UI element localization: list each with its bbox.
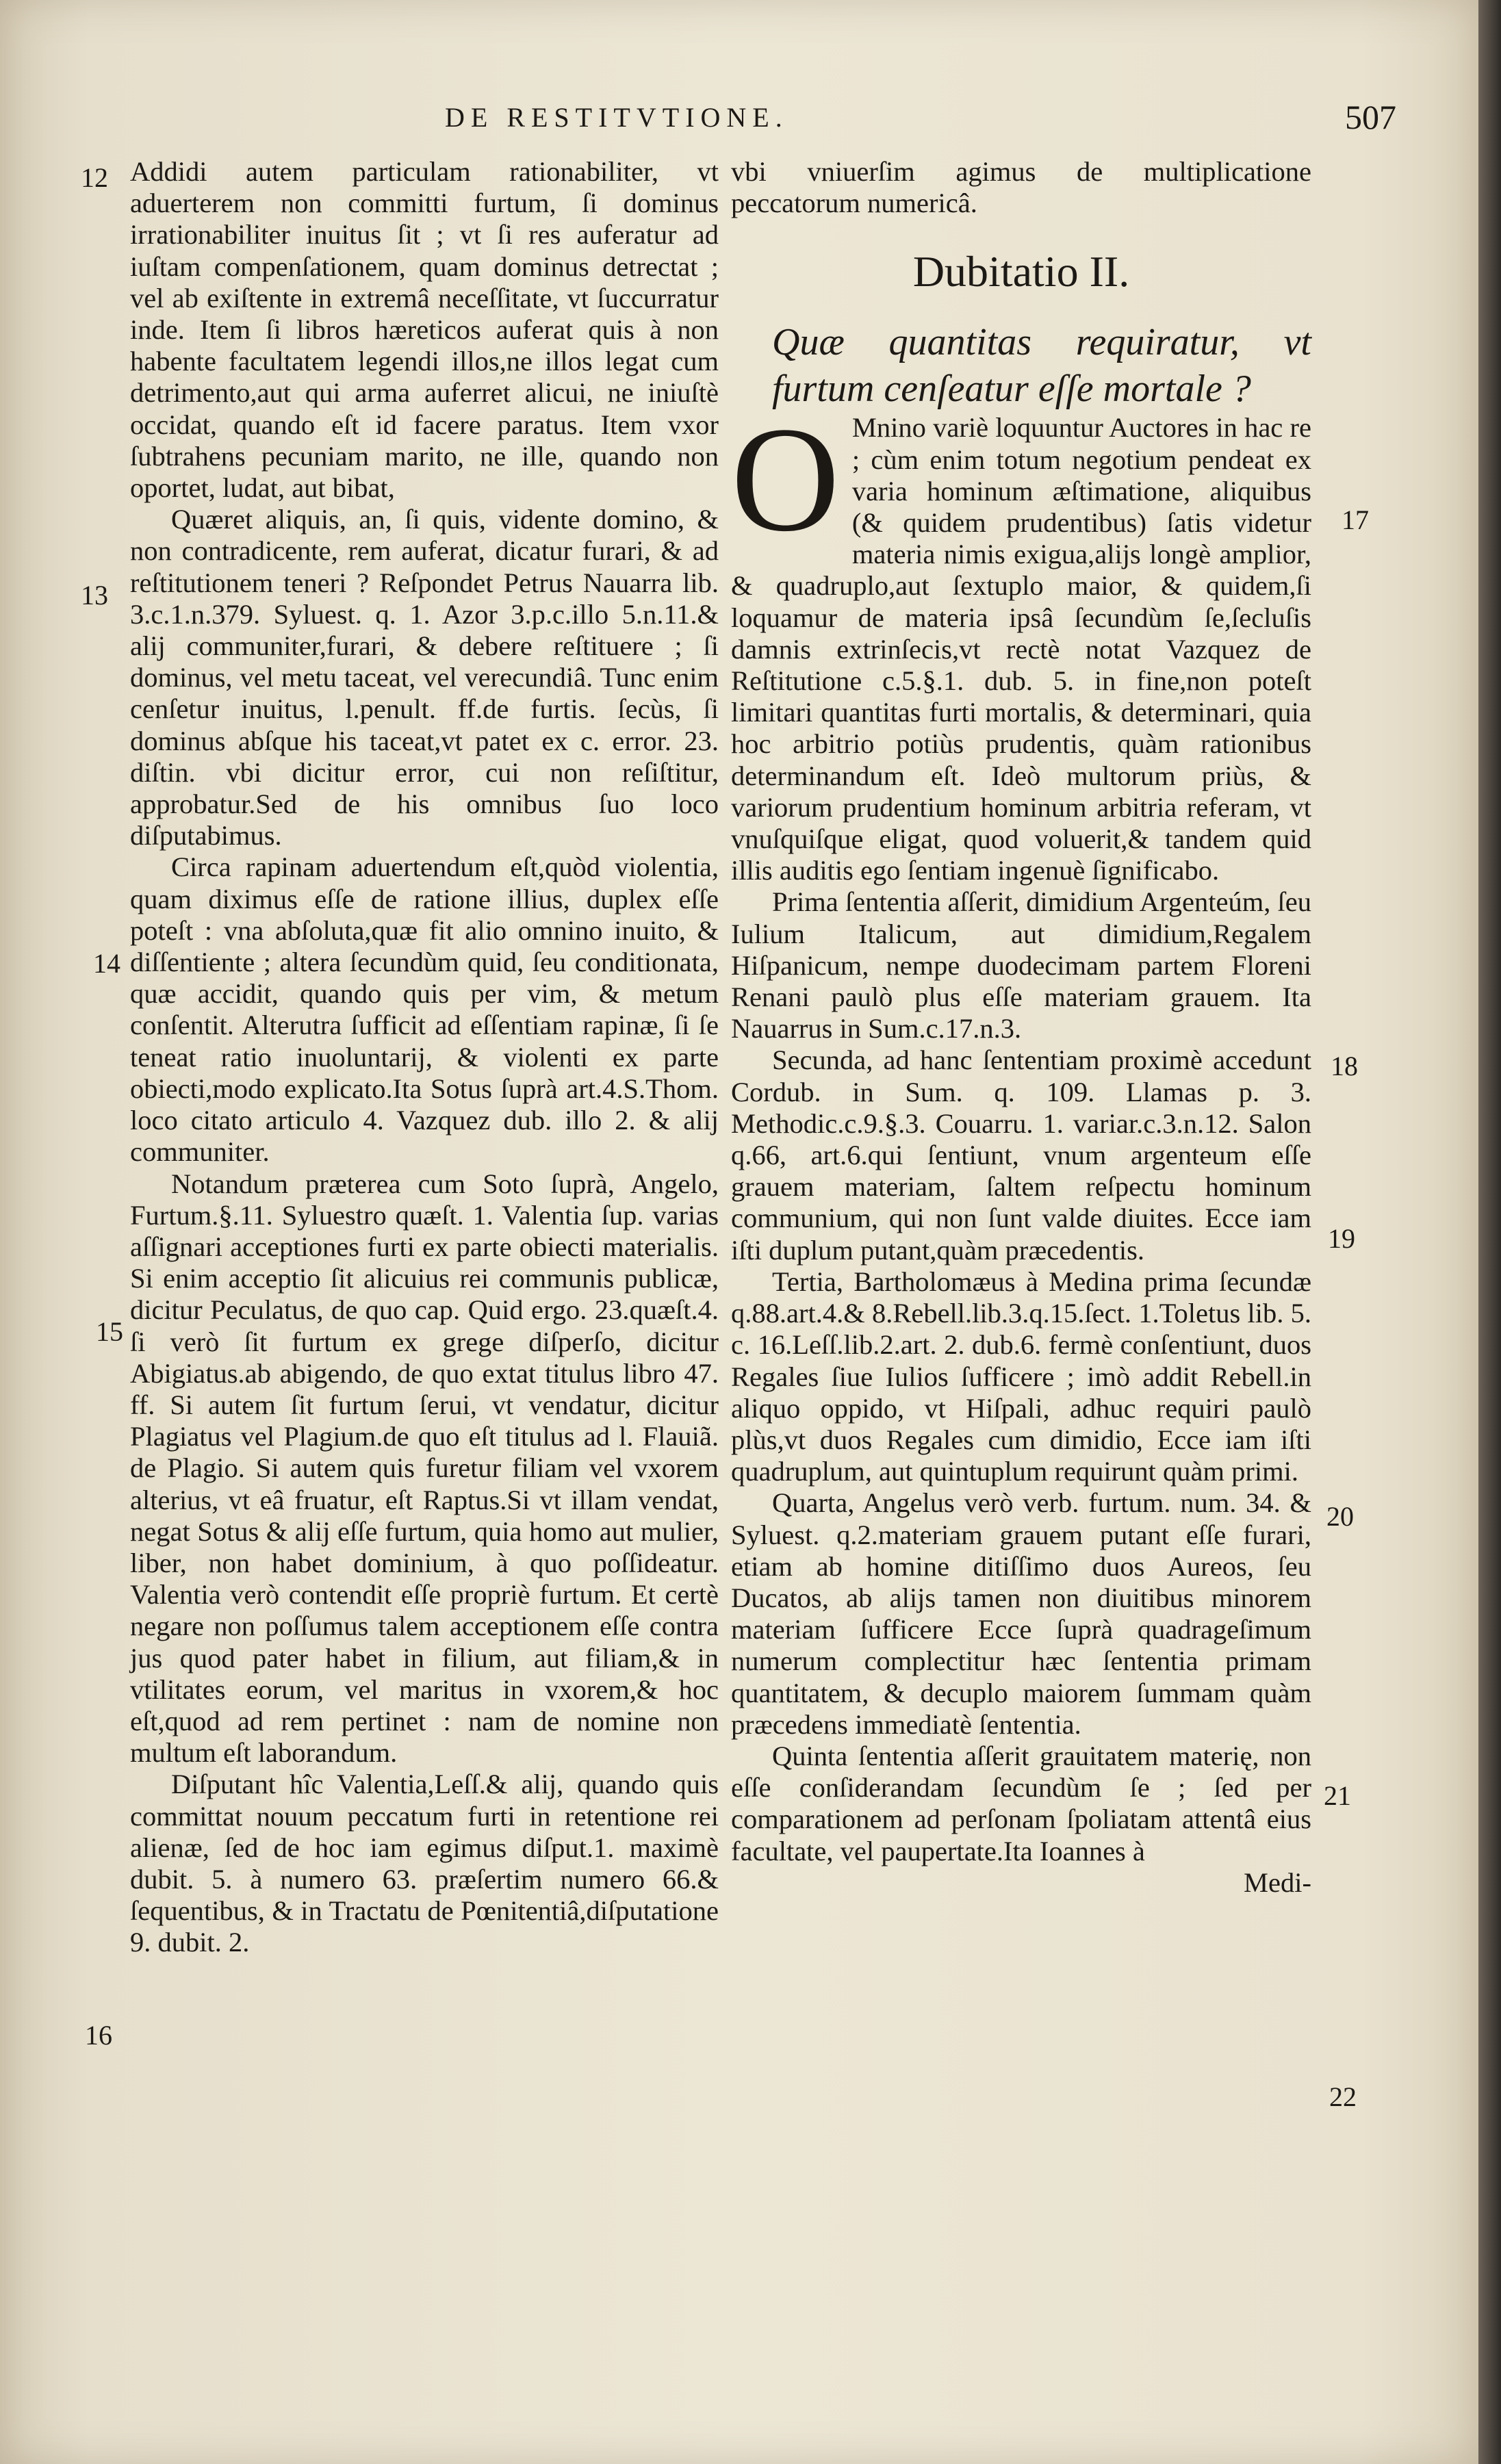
question-heading: Quæ quantitas requiratur, vt furtum cenſeatur eſſe mortale ? bbox=[772, 321, 1311, 411]
paragraph: Circa rapinam aduertendum eſt,quòd violentia, quam diximus eſſe de ratione illius, duplex eſſe poteſt : vna abſoluta,quæ fit alio omnino inuito, & diſſentiente ; altera ſecundùm quid, ſeu conditionata, quæ accidit, quando quis per vim, & metum conſentit. Alterutra ſufficit ad eſſentiam rapinæ, ſi ſe teneat ratio inuoluntarij, & violenti ex parte obiecti,modo explicato.Ita Sotus ſuprà art.4.S.Thom. loco citato articulo 4. Vazquez dub. illo 2. & alij communiter. bbox=[130, 851, 719, 1168]
paragraph: Notandum præterea cum Soto ſuprà, Angelo, Furtum.§.11. Syluestro quæſt. 1. Valentia ſup. varias aſſignari acceptiones furti ex parte obiecti materialis. Si enim acceptio ſit alicuius rei communis publicæ, dicitur Peculatus, de quo cap. Quid ergo. 23.quæſt.4. ſi verò ſit furtum ex grege diſperſo, dicitur Abigiatus.ab abigendo, de quo extat titulus libro 47. ff. Si autem ſit furtum ſerui, vt vendatur, dicitur Plagiatus vel Plagium.de quo eſt titulus ad l. Flauiã. de Plagio. Si autem quis furetur filiam vel vxorem alterius, vt eâ fruatur, eſt Raptus.Si vt illam vendat, negat Sotus & alij eſſe furtum, quia homo aut mulier, liber, non habet dominium, à quo poſſideatur. Valentia verò contendit eſſe propriè furtum. Et certè negare non poſſumus talem acceptionem eſſe contra jus quod pater habet in filium, aut filiam,& in vtilitates eorum, vel maritus in vxorem,& hoc eſt,quod ad rem pertinet : nam de nomine non multum eſt laborandum. bbox=[130, 1168, 719, 1769]
paragraph: Quinta ſententia aſſerit grauitatem materię, non eſſe conſiderandam ſecundùm ſe ; ſed per comparationem ad perſonam ſpoliatam attentâ eius facultate, vel paupertate.Ita Ioannes à bbox=[731, 1740, 1311, 1866]
left-column bbox=[130, 156, 719, 1959]
drop-cap: O bbox=[731, 396, 840, 563]
margin-number: 22 bbox=[1329, 2081, 1357, 2112]
margin-number: 21 bbox=[1324, 1780, 1351, 1811]
section-heading: Dubitatio II. bbox=[912, 247, 1130, 296]
margin-number: 15 bbox=[96, 1316, 123, 1347]
paragraph: Quæret aliquis, an, ſi quis, vidente domino, & non contradicente, rem auferat, dicatur furari, & ad reſtitutionem teneri ? Reſpondet Petrus Nauarra lib. 3.c.1.n.379. Syluest. q. 1. Azor 3.p.c.illo 5.n.11.& alij communiter,furari, & debere reſtituere ; ſi dominus, vel metu taceat, vel verecundiâ. Tunc enim cenſetur inuitus, l.penult. ff.de furtis. ſecùs, ſi dominus abſque his taceat,vt patet ex c. error. 23. diſtin. vbi dicitur error, cui non reſiſtitur, approbatur.Sed de his omnibus ſuo loco diſputabimus. bbox=[130, 504, 719, 851]
paragraph-text: Mnino variè loquuntur Auctores in hac re ; cùm enim totum negotium pendeat ex varia hominum æſtimatione, aliquibus (& quidem prudentibus) ſatis videtur materia nimis exigua,alijs longè amplior, & quadruplo,aut ſextuplo maior, & quidem,ſi loquamur de materia ipsâ ſecundùm ſe,ſecluſis damnis extrinſecis,vt rectè notat Vazquez de Reſtitutione c.5.§.1. dub. 5. in fine,non poteſt limitari quantitas furti mortalis, & determinari, quia hoc arbitrio potiùs prudentis, quàm rationibus determinandum eſt. Ideò multorum priùs, & variorum prudentium hominum arbitria referam, vt vnuſquiſque eligat, quod voluerit,& tandem quid illis auditis ego ſentiam ingenuè ſignificabo. bbox=[731, 412, 1311, 886]
paragraph: Prima ſententia aſſerit, dimidium Argenteúm, ſeu Iulium Italicum, aut dimidium,Regalem Hiſpanicum, nempe duodecimam partem Floreni Renani paulò plus eſſe materiam grauem. Ita Nauarrus in Sum.c.17.n.3. bbox=[731, 886, 1311, 1044]
margin-number: 18 bbox=[1331, 1051, 1358, 1081]
margin-number: 12 bbox=[81, 162, 108, 193]
margin-number: 17 bbox=[1342, 504, 1369, 535]
margin-number: 19 bbox=[1328, 1223, 1355, 1254]
margin-number: 20 bbox=[1326, 1501, 1354, 1532]
paragraph: Secunda, ad hanc ſententiam proximè accedunt Cordub. in Sum. q. 109. Llamas p. 3. Methodic.c.9.§.3. Couarru. 1. variar.c.3.n.12. Salon q.66, art.6.qui ſentiunt, vnum argenteum eſſe grauem materiam, ſaltem reſpectu hominum communium, qui non ſunt valde diuites. Ecce iam iſti duplum putant,quàm præcedentis. bbox=[731, 1044, 1311, 1266]
running-head-title: DE RESTITVTIONE. bbox=[445, 102, 788, 133]
book-edge bbox=[1478, 0, 1501, 2464]
right-column bbox=[731, 156, 1311, 1899]
running-head bbox=[383, 98, 1396, 142]
margin-number: 16 bbox=[85, 2020, 112, 2051]
page-number: 507 bbox=[1345, 98, 1396, 136]
paragraph: Diſputant hîc Valentia,Leſſ.& alij, quando quis committat nouum peccatum furti in retentione rei alienæ, ſed de hoc iam egimus diſput.1. maximè dubit. 5. à numero 63. præſertim numero 66.& ſequentibus, & in Tractatu de Pœnitentiâ,diſputatione 9. dubit. 2. bbox=[130, 1769, 719, 1958]
margin-number: 13 bbox=[81, 580, 108, 611]
continuation-text: vbi vniuerſim agimus de multiplicatione peccatorum numericâ. bbox=[731, 156, 1311, 219]
paragraph: Addidi autem particulam rationabiliter, vt aduerterem non committi furtum, ſi dominus irrationabiliter inuitus ſit ; vt ſi res auferatur ad iuſtam compenſationem, quam dominus detrectat ; vel ab exiſtente in extremâ neceſſitate, vt ſuccurratur inde. Item ſi libros hæreticos auferat quis à non habente facultatem legendi illos,ne illos legat cum detrimento,aut qui arma auferret alicui, ne iniuſtè occidat, quando eſt id facere paratus. Item vxor ſubtrahens pecuniam marito, ne ille, quando non oportet, ludat, aut bibat, bbox=[130, 156, 719, 504]
margin-number: 14 bbox=[93, 948, 120, 979]
catchword: Medi- bbox=[1244, 1866, 1311, 1898]
paragraph: Tertia, Bartholomæus à Medina prima ſecundæ q.88.art.4.& 8.Rebell.lib.3.q.15.ſect. 1.Toletus lib. 5. c. 16.Leſſ.lib.2.art. 2. dub.6. fermè conſentiunt, duos Regales ſiue Iulios ſufficere ; imò addit Rebell.in aliquo oppido, vt Hiſpali, adhuc requiri paulò plùs,vt duos Regales cum dimidio, Ecce iam iſti quadruplum, aut quintuplum requirunt quàm primi. bbox=[731, 1266, 1311, 1487]
opening-paragraph bbox=[731, 396, 1311, 886]
paragraph: Quarta, Angelus verò verb. furtum. num. 34. & Syluest. q.2.materiam grauem putant eſſe furari, etiam ab homine ditiſſimo duos Aureos, ſeu Ducatos, ab alijs tamen non diuitibus minorem materiam ſufficere Ecce ſuprà quadrageſimum numerum complectitur hæc ſententia primam quantitatem, & decuplo maiorem ſummam quàm præcedens immediatè ſententia. bbox=[731, 1487, 1311, 1740]
